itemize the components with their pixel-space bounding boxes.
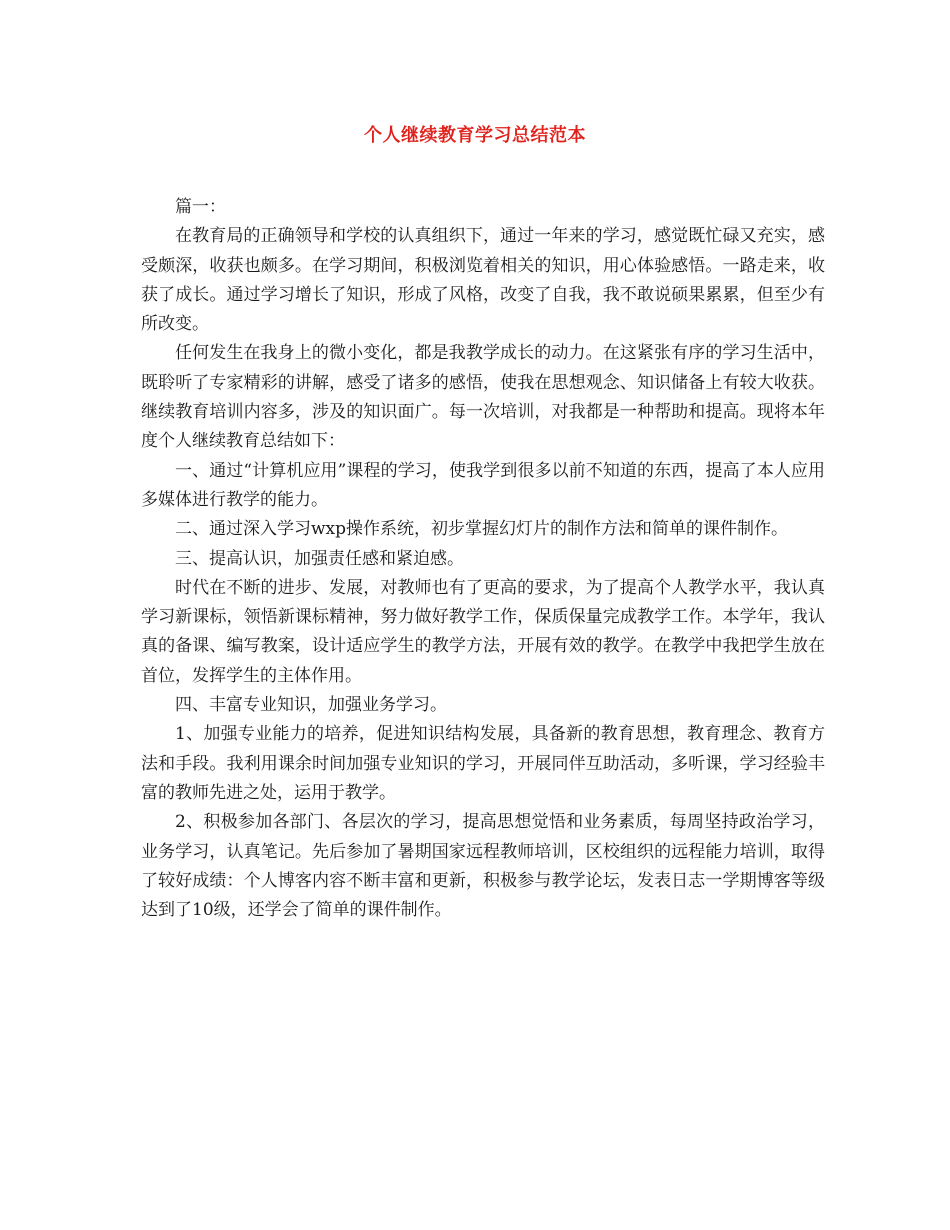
document-body: [141, 193, 825, 925]
document-title: 个人继续教育学习总结范本: [364, 125, 586, 146]
item-professional-knowledge: 四、丰富专业知识，加强业务学习。: [175, 695, 447, 716]
subitem-professional-ability: 1、加强专业能力的培养，促进知识结构发展，具备新的教育思想，教育理念、教育方法和手段。我利用课余时间加强专业知识的学习，开展同伴互助活动，多听课，学习经验丰富的教师先进之处，运用于教学。: [141, 724, 825, 803]
paragraph-teaching: 时代在不断的进步、发展，对教师也有了更高的要求，为了提高个人教学水平，我认真学习新课标，领悟新课标精神，努力做好教学工作，保质保量完成教学工作。本学年，我认真的备课、编写教案，设计适应学生的教学方法，开展有效的教学。在教学中我把学生放在首位，发挥学生的主体作用。: [141, 577, 825, 686]
paragraph-intro: 在教育局的正确领导和学校的认真组织下，通过一年来的学习，感觉既忙碌又充实，感受颇深，收获也颇多。在学习期间，积极浏览着相关的知识，用心体验感悟。一路走来，收获了成长。通过学习增长了知识，形成了风格，改变了自我，我不敢说硕果累累，但至少有所改变。: [141, 226, 825, 335]
subitem-study-participation: 2、积极参加各部门、各层次的学习，提高思想觉悟和业务素质，每周坚持政治学习，业务学习，认真笔记。先后参加了暑期国家远程教师培训，区校组织的远程能力培训，取得了较好成绩：个人博客内容不断丰富和更新，积极参与教学论坛，发表日志一学期博客等级达到了10级，还学会了简单的课件制作。: [141, 812, 825, 921]
section-heading-part-one: 篇一：: [175, 197, 226, 217]
item-wxp-system: 二、通过深入学习wxp操作系统，初步掌握幻灯片的制作方法和简单的课件制作。: [175, 519, 789, 540]
item-awareness: 三、提高认识，加强责任感和紧迫感。: [175, 548, 464, 569]
paragraph-growth: 任何发生在我身上的微小变化，都是我教学成长的动力。在这紧张有序的学习生活中，既聆听了专家精彩的讲解，感受了诸多的感悟，使我在思想观念、知识储备上有较大收获。继续教育培训内容多，涉及的知识面广。每一次培训，对我都是一种帮助和提高。现将本年度个人继续教育总结如下：: [141, 343, 825, 452]
item-computer-application: 一、通过“计算机应用”课程的学习，使我学到很多以前不知道的东西，提高了本人应用多媒体进行教学的能力。: [141, 460, 825, 510]
